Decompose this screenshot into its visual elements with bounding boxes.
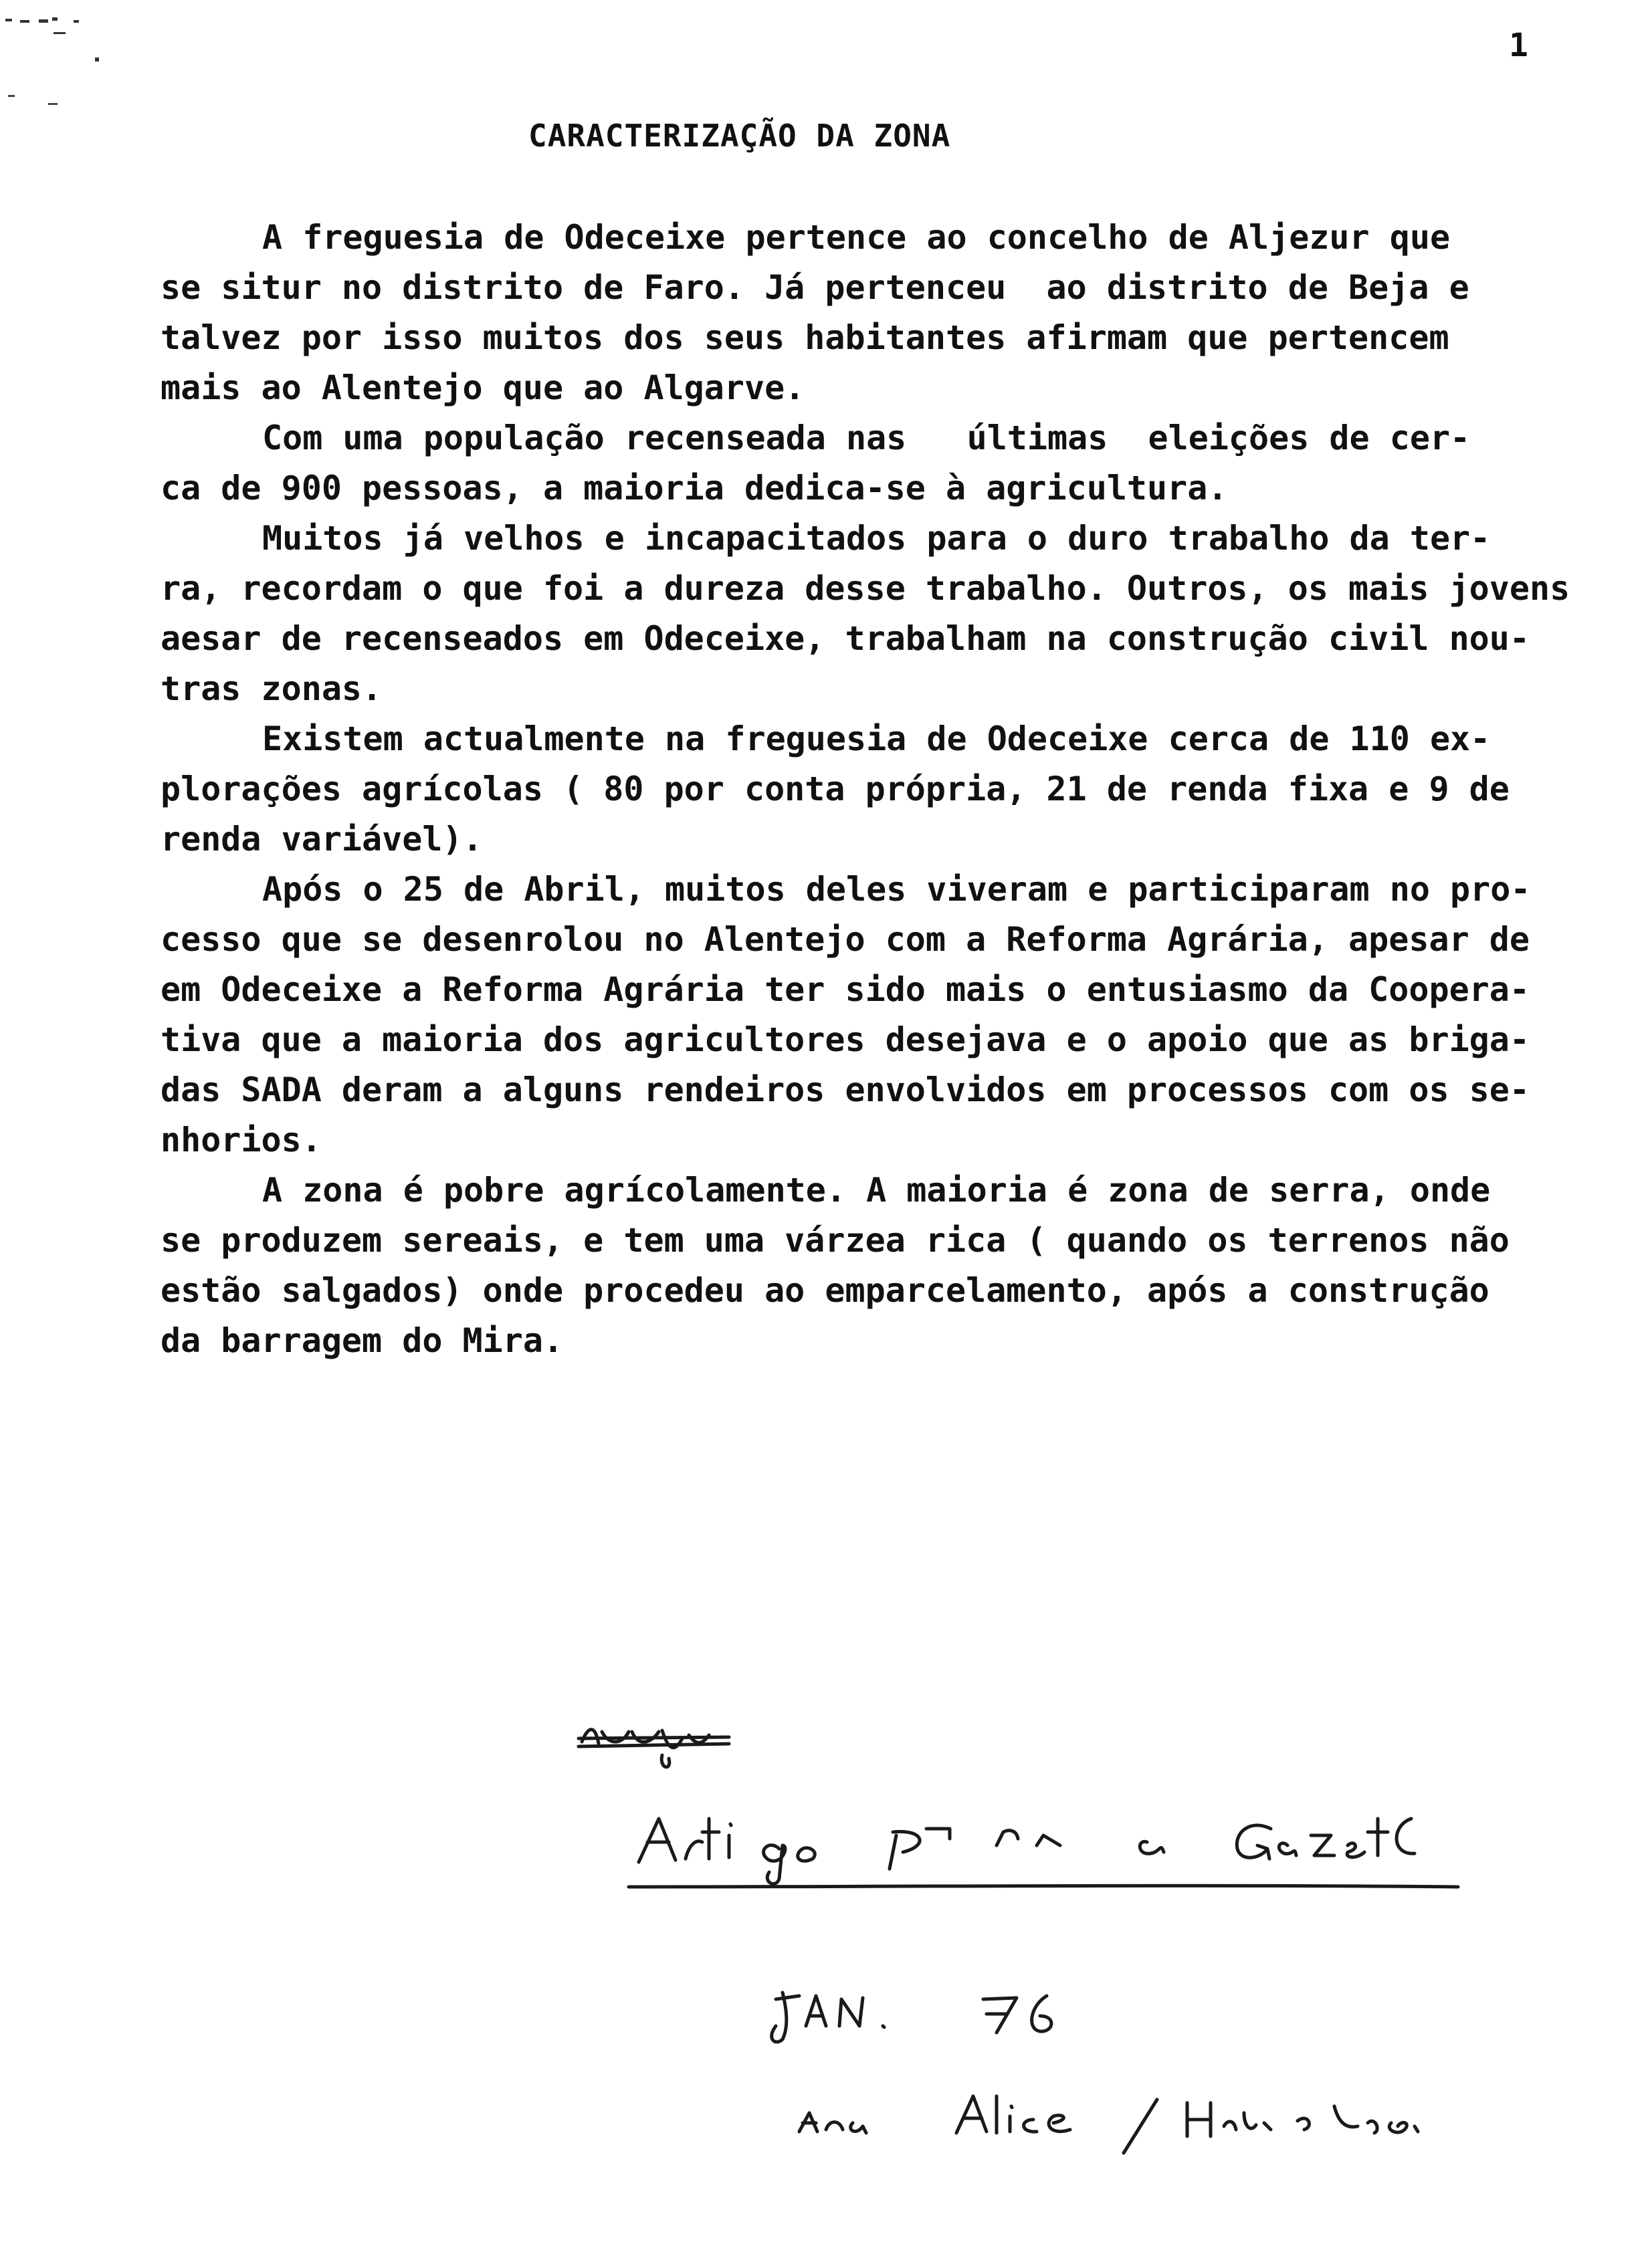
underline (629, 1886, 1458, 1887)
body-text (161, 213, 1592, 1366)
text-line: plorações agrícolas ( 80 por conta própria, 21 de renda fixa e 9 de (161, 770, 1510, 808)
text-line: das SADA deram a alguns rendeiros envolvidos em processos com os se- (161, 1070, 1530, 1109)
scan-specks (0, 0, 147, 134)
note-line-1-scribble (639, 1819, 1415, 1884)
text-line: Com uma população recenseada nas últimas eleições de cer- (262, 419, 1471, 457)
text-line: ca de 900 pessoas, a maioria dedica-se à agricultura. (161, 469, 1228, 507)
text-line: tras zonas. (161, 669, 383, 708)
text-line: estão salgados) onde procedeu ao emparcelamento, após a construção (161, 1271, 1489, 1310)
text-line: Após o 25 de Abril, muitos deles viveram e participaram no pro- (262, 870, 1531, 909)
text-line: da barragem do Mira. (161, 1321, 564, 1360)
text-line: A freguesia de Odeceixe pertence ao concelho de Aljezur que (262, 218, 1451, 257)
handwritten-note (0, 1712, 1648, 2247)
note-line-2-scribble (772, 1993, 1051, 2042)
text-line: se situr no distrito de Faro. Já pertenceu ao distrito de Beja e (161, 268, 1469, 307)
text-line: ra, recordam o que foi a dureza desse trabalho. Outros, os mais jovens (161, 569, 1570, 608)
text-line: Existem actualmente na freguesia de Odeceixe cerca de 110 ex- (262, 719, 1491, 758)
text-line: Muitos já velhos e incapacitados para o duro trabalho da ter- (262, 519, 1491, 558)
text-line: cesso que se desenrolou no Alentejo com a Reforma Agrária, apesar de (161, 920, 1530, 959)
text-line: renda variável). (161, 820, 483, 859)
note-line-3-scribble (799, 2096, 1418, 2153)
text-line: talvez por isso muitos dos seus habitantes afirmam que pertencem (161, 318, 1449, 357)
text-line: tiva que a maioria dos agricultores desejava e o apoio que as briga- (161, 1020, 1530, 1059)
document-title: CARACTERIZAÇÃO DA ZONA (528, 118, 951, 154)
text-line: A zona é pobre agrícolamente. A maioria é zona de serra, onde (262, 1171, 1491, 1210)
page-number: 1 (1509, 27, 1528, 64)
text-line: se produzem sereais, e tem uma várzea rica ( quando os terrenos não (161, 1221, 1510, 1260)
text-line: nhorios. (161, 1121, 322, 1159)
text-line: mais ao Alentejo que ao Algarve. (161, 368, 805, 407)
text-line: em Odeceixe a Reforma Agrária ter sido mais o entusiasmo da Coopera- (161, 970, 1530, 1009)
text-line: aesar de recenseados em Odeceixe, trabalham na construção civil nou- (161, 619, 1530, 658)
